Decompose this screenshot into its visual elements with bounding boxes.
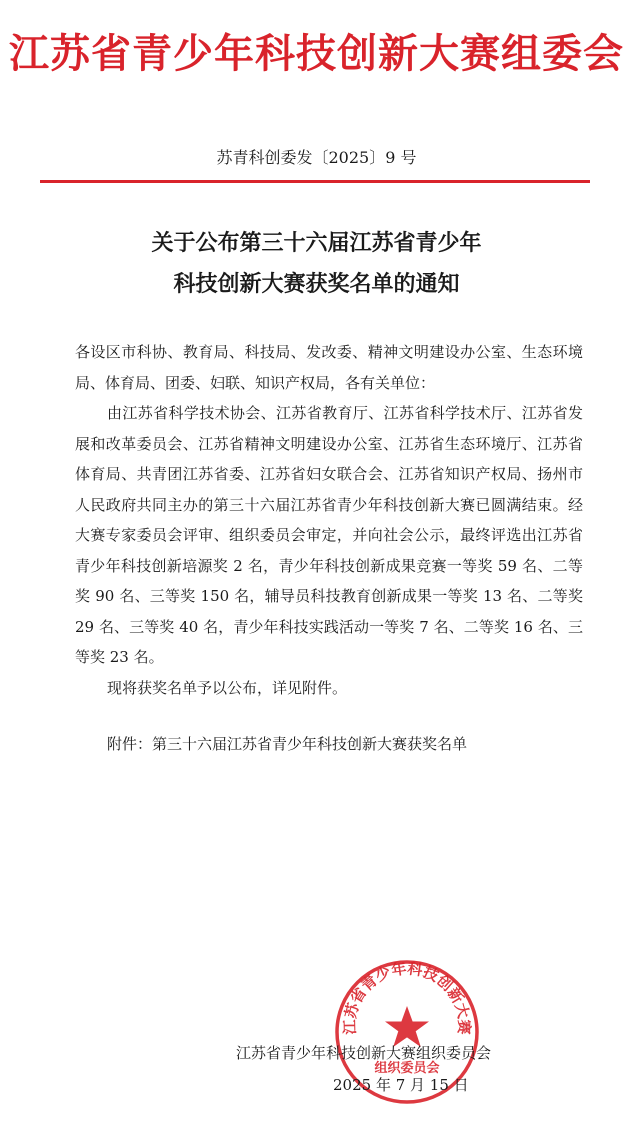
- signing-date: 2025 年 7 月 15 日: [333, 1076, 469, 1094]
- document-number: 苏青科创委发〔2025〕9 号: [216, 148, 417, 167]
- masthead: 江苏省青少年科技创新大赛组委会: [9, 31, 624, 77]
- addressees: 各设区市科协、教育局、科技局、发改委、精神文明建设办公室、生态环境局、体育局、团委、妇联、知识产权局，各有关单位：: [75, 343, 583, 392]
- seal-center-text: 组织委员会: [374, 1061, 440, 1076]
- star-icon: [385, 1006, 429, 1047]
- notice-title-line-1: 关于公布第三十六届江苏省青少年: [151, 230, 482, 256]
- main-paragraph: 由江苏省科学技术协会、江苏省教育厅、江苏省科学技术厅、江苏省发展和改革委员会、江苏省精神文明建设办公室、江苏省生态环境厅、江苏省体育局、共青团江苏省委、江苏省妇女联合会、江苏省知识产权局、扬州市人民政府共同主办的第三十六届江苏省青少年科技创新大赛已圆满结束。经大赛专家委员会评审、组织委员会审定，并向社会公示，最终评选出江苏省青少年科技创新培源奖 2 名，青少年科技创新成果竞赛一等奖 59 名、二等奖 90 名、三等奖 150 名，辅导员科技教育创新成果一等奖 13 名、二等奖 29 名、三等奖 40 名，青少年科技实践活动一等奖 7 名、二等奖 16 名、三等奖 23 名。: [75, 404, 583, 666]
- red-divider: [40, 180, 590, 183]
- seal-ring-text: 江苏省青少年科技创新大赛: [340, 959, 474, 1035]
- notice-title-line-2: 科技创新大赛获奖名单的通知: [173, 271, 460, 297]
- signing-organization: 江苏省青少年科技创新大赛组织委员会: [236, 1044, 492, 1062]
- notice-body: [75, 337, 583, 760]
- announcement-paragraph: 现将获奖名单予以公布，详见附件。: [107, 678, 348, 697]
- attachment-line: 附件：第三十六届江苏省青少年科技创新大赛获奖名单: [107, 735, 468, 753]
